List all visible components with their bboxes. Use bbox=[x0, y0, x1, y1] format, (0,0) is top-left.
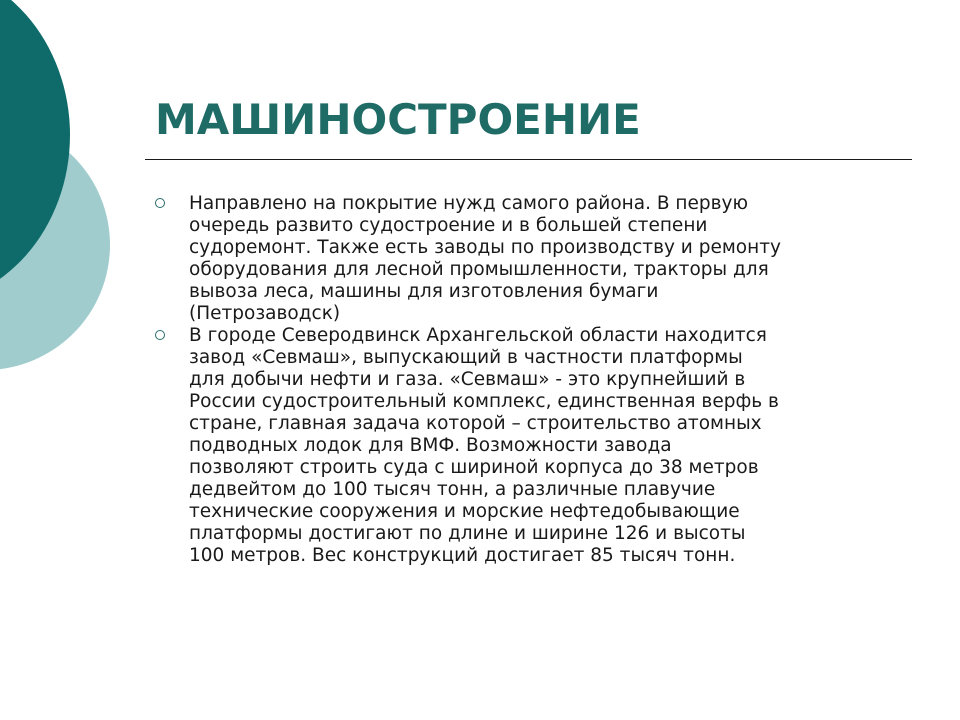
bullet-line: дедвейтом до 100 тысяч тонн, а различные плавучие bbox=[189, 479, 716, 500]
slide-title: МАШИНОСТРОЕНИЕ bbox=[155, 95, 641, 144]
bullet-line: России судостроительный комплекс, единственная верфь в bbox=[189, 391, 779, 412]
bullet-line: позволяют строить суда с шириной корпуса до 38 метров bbox=[189, 457, 759, 478]
title-divider bbox=[145, 159, 912, 160]
bullet-line: стране, главная задача которой – строительство атомных bbox=[189, 413, 762, 434]
bullet-line: платформы достигают по длине и ширине 126 и высоты bbox=[189, 523, 746, 544]
bullet-line: 100 метров. Вес конструкций достигает 85 тысяч тонн. bbox=[189, 545, 736, 566]
bullet-line: завод «Севмаш», выпускающий в частности платформы bbox=[189, 347, 743, 368]
bullet-line: технические сооружения и морские нефтедобывающие bbox=[189, 501, 740, 522]
bullet-list bbox=[155, 193, 905, 567]
bullet-line: подводных лодок для ВМФ. Возможности завода bbox=[189, 435, 672, 456]
bullet-line: вывоза леса, машины для изготовления бумаги bbox=[189, 281, 659, 302]
bullet-line: оборудования для лесной промышленности, тракторы для bbox=[189, 259, 769, 280]
bullet-circle-icon bbox=[155, 198, 165, 208]
bullet-circle-icon bbox=[155, 330, 165, 340]
bullet-line: В городе Северодвинск Архангельской области находится bbox=[189, 325, 767, 346]
bullet-line: Направлено на покрытие нужд самого района. В первую bbox=[189, 193, 749, 214]
bullet-item bbox=[155, 193, 905, 325]
bullet-line: судоремонт. Также есть заводы по производству и ремонту bbox=[189, 237, 781, 258]
bullet-line: (Петрозаводск) bbox=[189, 303, 341, 324]
bullet-line: для добычи нефти и газа. «Севмаш» - это крупнейший в bbox=[189, 369, 746, 390]
bullet-item bbox=[155, 325, 905, 567]
bullet-line: очередь развито судостроение и в большей степени bbox=[189, 215, 708, 236]
